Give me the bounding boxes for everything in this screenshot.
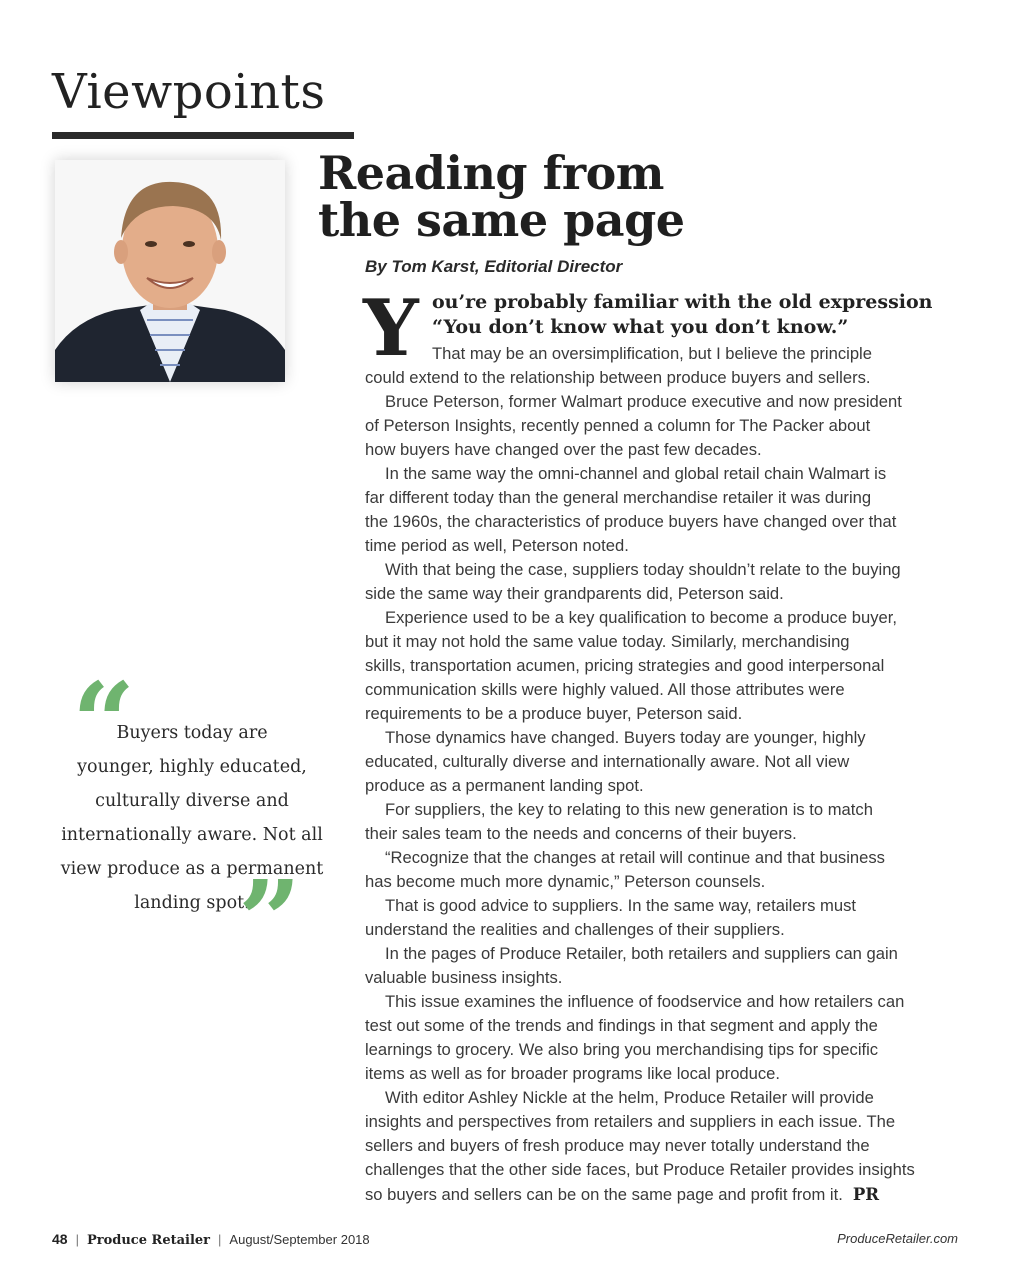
footer-divider: | [218, 1232, 222, 1247]
author-portrait-image [55, 160, 285, 382]
page-footer [52, 1231, 962, 1249]
close-quote-mark: ” [238, 856, 302, 985]
body-line: In the same way the omni-channel and global retail chain Walmart is [385, 464, 887, 483]
body-line: That is good advice to suppliers. In the same way, retailers must [385, 896, 856, 915]
body-line: sellers and buyers of fresh produce may never totally understand the [365, 1136, 870, 1155]
pull-quote-line: younger, highly educated, [77, 757, 307, 777]
body-line: “Recognize that the changes at retail will continue and that business [385, 848, 885, 867]
byline: By Tom Karst, Editorial Director [365, 257, 623, 276]
website-link[interactable]: ProduceRetailer.com [837, 1231, 958, 1246]
body-line: That may be an oversimplification, but I believe the principle [432, 344, 872, 363]
body-line: understand the realities and challenges of their suppliers. [365, 920, 785, 939]
body-line: valuable business insights. [365, 968, 563, 987]
open-quote-mark: “ [72, 658, 136, 787]
body-line: produce as a permanent landing spot. [365, 776, 644, 795]
body-line: items as well as for broader programs like local produce. [365, 1064, 781, 1083]
headline-line-2: the same page [318, 193, 685, 247]
body-line: communication skills were highly valued. All those attributes were [365, 680, 845, 699]
lead-line-2: “You don’t know what you don’t know.” [432, 316, 849, 338]
body-line: Bruce Peterson, former Walmart produce executive and now president [385, 392, 902, 411]
body-line: educated, culturally diverse and internationally aware. Not all view [365, 752, 850, 771]
body-line: but it may not hold the same value today. Similarly, merchandising [365, 632, 850, 651]
body-line: how buyers have changed over the past few decades. [365, 440, 762, 459]
body-line: In the pages of Produce Retailer, both retailers and suppliers can gain [385, 944, 898, 963]
body-line: test out some of the trends and findings in that segment and apply the [365, 1016, 878, 1035]
issue-date: August/September 2018 [229, 1232, 370, 1247]
body-line: the 1960s, the characteristics of produce buyers have changed over that [365, 512, 897, 531]
body-line: requirements to be a produce buyer, Peterson said. [365, 704, 743, 723]
body-line: insights and perspectives from retailers and suppliers in each issue. The [365, 1112, 896, 1131]
headline-line-1: Reading from [318, 146, 664, 200]
pull-quote-line: internationally aware. Not all [61, 825, 323, 845]
section-title: Viewpoints [52, 64, 326, 120]
body-line-text: so buyers and sellers can be on the same page and profit from it. [365, 1185, 843, 1204]
magazine-name: Produce Retailer [86, 1233, 211, 1248]
body-line: skills, transportation acumen, pricing strategies and good interpersonal [365, 656, 885, 675]
pull-quote-line: Buyers today are [116, 723, 268, 743]
body-line: their sales team to the needs and concerns of their buyers. [365, 824, 797, 843]
body-line: With editor Ashley Nickle at the helm, Produce Retailer will provide [385, 1088, 874, 1107]
end-mark: PR [852, 1184, 880, 1204]
body-line: far different today than the general merchandise retailer it was during [365, 488, 872, 507]
section-rule [52, 132, 354, 139]
lead-paragraph [432, 290, 972, 340]
article-body [365, 342, 965, 1206]
pull-quote-line: view produce as a permanent [60, 859, 324, 879]
body-line: of Peterson Insights, recently penned a column for The Packer about [365, 416, 871, 435]
body-line: could extend to the relationship between produce buyers and sellers. [365, 368, 871, 387]
body-line: This issue examines the influence of foodservice and how retailers can [385, 992, 905, 1011]
body-line: challenges that the other side faces, but Produce Retailer provides insights [365, 1160, 915, 1179]
page-number: 48 [52, 1231, 68, 1247]
body-line: side the same way their grandparents did, Peterson said. [365, 584, 784, 603]
pull-quote-line: culturally diverse and [95, 791, 289, 811]
pull-quote-line: landing spot. [134, 893, 250, 913]
drop-cap: Y [363, 283, 419, 374]
body-line: learnings to grocery. We also bring you merchandising tips for specific [365, 1040, 879, 1059]
lead-line-1: ou’re probably familiar with the old expression [432, 291, 933, 313]
body-line: Experience used to be a key qualification to become a produce buyer, [385, 608, 897, 627]
body-line: has become much more dynamic,” Peterson counsels. [365, 872, 766, 891]
body-line: Those dynamics have changed. Buyers today are younger, highly [385, 728, 866, 747]
body-line: time period as well, Peterson noted. [365, 536, 629, 555]
body-line-final [365, 1182, 965, 1206]
article-headline [318, 146, 738, 247]
body-line: For suppliers, the key to relating to this new generation is to match [385, 800, 873, 819]
author-photo [55, 160, 285, 382]
body-line: With that being the case, suppliers today shouldn’t relate to the buying [385, 560, 901, 579]
footer-divider: | [75, 1232, 79, 1247]
